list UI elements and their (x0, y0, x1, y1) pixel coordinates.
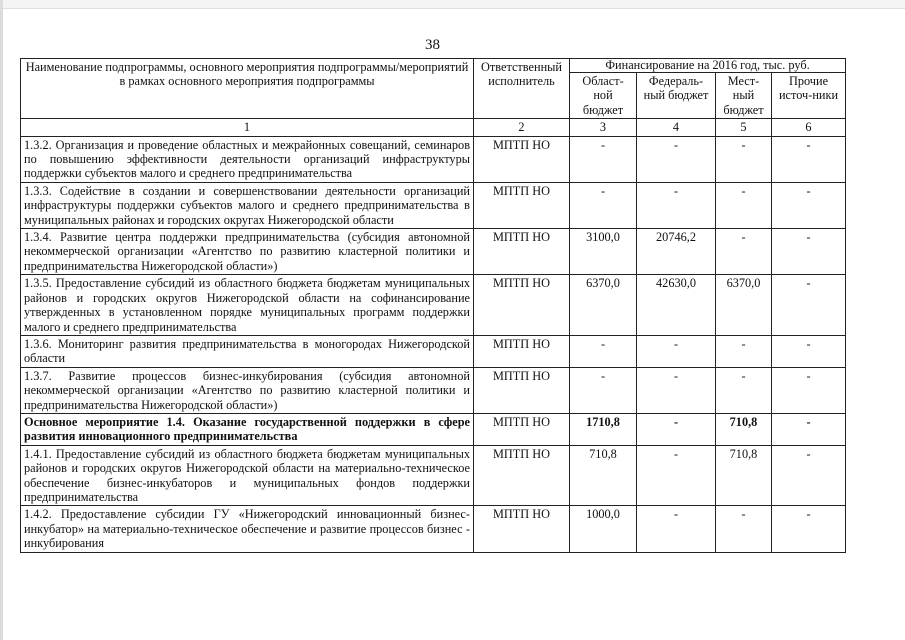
row-federal: - (637, 445, 716, 506)
row-local: 710,8 (716, 445, 772, 506)
column-number: 2 (474, 119, 570, 136)
page-left-edge (0, 0, 3, 640)
row-local: - (716, 136, 772, 182)
row-other: - (772, 445, 846, 506)
row-federal: - (637, 506, 716, 552)
row-executor: МПТП НО (474, 367, 570, 413)
row-description: 1.3.6. Мониторинг развития предпринимательства в моногородах Нижегородской области (21, 335, 474, 367)
row-description: 1.3.3. Содействие в создании и совершенствовании деятельности организаций инфраструктуры поддержки субъектов малого и среднего предпринимательства в муниципальных районах и городских округах Нижегородской области (21, 182, 474, 228)
row-federal: - (637, 413, 716, 445)
header-executor: Ответственный исполнитель (474, 59, 570, 119)
row-executor: МПТП НО (474, 445, 570, 506)
row-regional: 3100,0 (570, 229, 637, 275)
column-number: 6 (772, 119, 846, 136)
table-row-main-activity (21, 413, 846, 445)
row-federal: - (637, 182, 716, 228)
row-regional: 1710,8 (570, 413, 637, 445)
column-number: 1 (21, 119, 474, 136)
row-regional: - (570, 335, 637, 367)
row-regional: - (570, 367, 637, 413)
header-federal: Федераль-ный бюджет (637, 73, 716, 119)
table-row (21, 335, 846, 367)
row-local: 710,8 (716, 413, 772, 445)
row-local: - (716, 367, 772, 413)
row-other: - (772, 367, 846, 413)
row-executor: МПТП НО (474, 506, 570, 552)
row-federal: 42630,0 (637, 275, 716, 336)
row-executor: МПТП НО (474, 136, 570, 182)
table-row (21, 182, 846, 228)
financing-table (20, 58, 846, 553)
column-number: 5 (716, 119, 772, 136)
row-local: - (716, 506, 772, 552)
row-other: - (772, 136, 846, 182)
row-regional: - (570, 136, 637, 182)
row-description: 1.3.4. Развитие центра поддержки предпринимательства (субсидия автономной некоммерческой организации «Агентство по развитию кластерной политики и предпринимательства Нижегородской области») (21, 229, 474, 275)
row-other: - (772, 182, 846, 228)
column-numbers-row (21, 119, 846, 136)
row-regional: 6370,0 (570, 275, 637, 336)
row-description: 1.3.7. Развитие процессов бизнес-инкубирования (субсидия автономной некоммерческой организации «Агентство по развитию кластерной политики и предпринимательства Нижегородской области») (21, 367, 474, 413)
header-financing: Финансирование на 2016 год, тыс. руб. (570, 59, 846, 73)
row-local: - (716, 335, 772, 367)
row-description: Основное мероприятие 1.4. Оказание государственной поддержки в сфере развития инновационного предпринимательства (21, 413, 474, 445)
row-other: - (772, 335, 846, 367)
page-top-edge (0, 0, 905, 9)
row-local: - (716, 229, 772, 275)
header-name: Наименование подпрограммы, основного мероприятия подпрограммы/мероприятий в рамках основного мероприятия подпрограммы (21, 59, 474, 119)
table-row (21, 445, 846, 506)
row-other: - (772, 229, 846, 275)
row-description: 1.4.1. Предоставление субсидий из областного бюджета бюджетам муниципальных районов и городских округов Нижегородской области на материально-техническое обеспечение бизнес-инкубаторов и муниципальных фондов поддержки предпринимательства (21, 445, 474, 506)
header-local: Мест-ный бюджет (716, 73, 772, 119)
table-row (21, 506, 846, 552)
row-federal: - (637, 136, 716, 182)
row-federal: - (637, 335, 716, 367)
row-executor: МПТП НО (474, 335, 570, 367)
header-regional: Област-ной бюджет (570, 73, 637, 119)
row-local: - (716, 182, 772, 228)
header-other: Прочие источ-ники (772, 73, 846, 119)
column-number: 3 (570, 119, 637, 136)
page-number: 38 (425, 37, 440, 53)
row-description: 1.3.2. Организация и проведение областных и межрайонных совещаний, семинаров по повышению эффективности деятельности организаций инфраструктуры поддержки субъектов малого и среднего предпринимательства (21, 136, 474, 182)
row-description: 1.3.5. Предоставление субсидий из областного бюджета бюджетам муниципальных районов и городских округов Нижегородской области на софинансирование утвержденных в установленном порядке муниципальных программ поддержки малого и среднего предпринимательства (21, 275, 474, 336)
row-federal: 20746,2 (637, 229, 716, 275)
row-local: 6370,0 (716, 275, 772, 336)
table-row (21, 229, 846, 275)
row-executor: МПТП НО (474, 229, 570, 275)
row-regional: - (570, 182, 637, 228)
table-row (21, 136, 846, 182)
row-other: - (772, 506, 846, 552)
row-executor: МПТП НО (474, 413, 570, 445)
table-row (21, 275, 846, 336)
row-regional: 710,8 (570, 445, 637, 506)
row-other: - (772, 413, 846, 445)
row-executor: МПТП НО (474, 182, 570, 228)
row-regional: 1000,0 (570, 506, 637, 552)
column-number: 4 (637, 119, 716, 136)
row-executor: МПТП НО (474, 275, 570, 336)
row-description: 1.4.2. Предоставление субсидии ГУ «Нижегородский инновационный бизнес-инкубатор» на материально-техническое обеспечение и развитие процессов бизнес - инкубирования (21, 506, 474, 552)
row-federal: - (637, 367, 716, 413)
row-other: - (772, 275, 846, 336)
table-row (21, 367, 846, 413)
